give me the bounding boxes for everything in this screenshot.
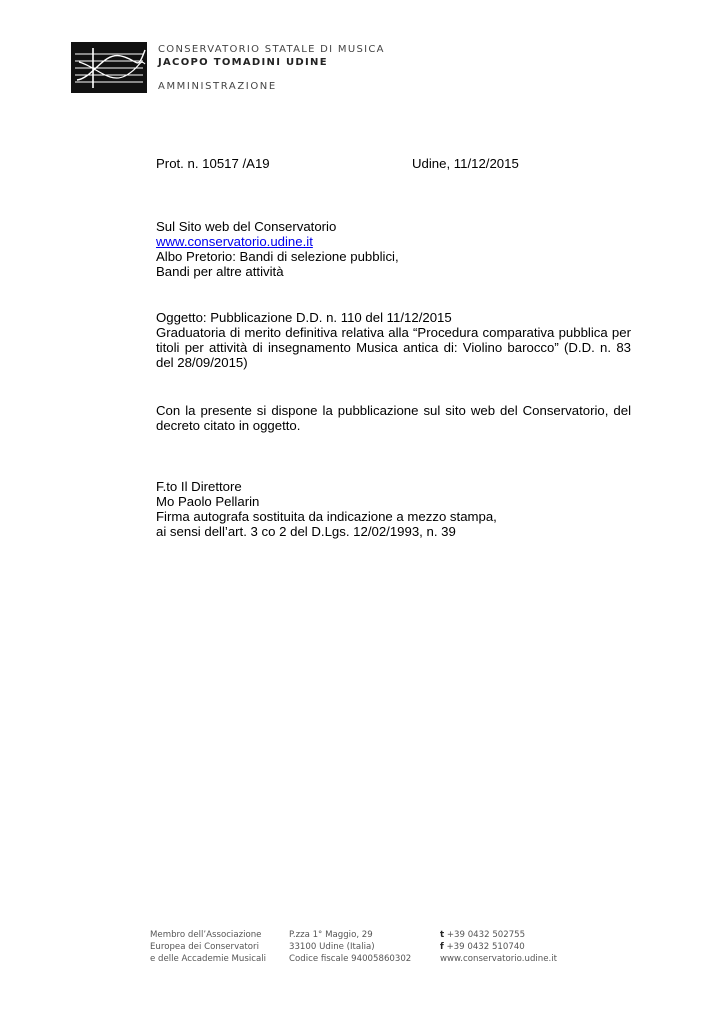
footer-website[interactable]: www.conservatorio.udine.it xyxy=(440,954,558,964)
conservatorio-website-link[interactable]: www.conservatorio.udine.it xyxy=(156,234,313,249)
recipient-line-4: Bandi per altre attività xyxy=(156,264,284,279)
subject-text: Graduatoria di merito definitiva relativa alla “Procedura comparativa pubblica per titoli per attività di insegnamento Musica antica di: Violino barocco” (D.D. n. 83 del 28/09/2015) xyxy=(156,325,631,370)
footer-membership xyxy=(150,929,266,965)
fax-prefix: f xyxy=(440,942,444,952)
institution-subtitle: JACOPO TOMADINI UDINE xyxy=(158,57,328,68)
footer-address-line: P.zza 1° Maggio, 29 xyxy=(289,930,373,940)
phone-number: +39 0432 502755 xyxy=(446,930,526,940)
fax-number: +39 0432 510740 xyxy=(446,942,525,952)
footer-contacts xyxy=(440,929,557,965)
body-paragraph: Con la presente si dispone la pubblicazione sul sito web del Conservatorio, del decreto citato in oggetto. xyxy=(156,403,631,433)
signature-line-2: Mo Paolo Pellarin xyxy=(156,494,260,509)
institution-name: CONSERVATORIO STATALE DI MUSICA xyxy=(158,44,385,55)
footer-membership-line: Europea dei Conservatori xyxy=(150,942,259,952)
recipient-line-3: Albo Pretorio: Bandi di selezione pubblici, xyxy=(156,249,399,264)
footer-address-line: Codice fiscale 94005860302 xyxy=(289,954,412,964)
conservatorio-logo xyxy=(71,42,147,93)
subject-heading: Oggetto: Pubblicazione D.D. n. 110 del 11/12/2015 xyxy=(156,310,452,325)
signature-line-3: Firma autografa sostituita da indicazione a mezzo stampa, xyxy=(156,509,497,524)
signature-line-1: F.to Il Direttore xyxy=(156,479,242,494)
footer-fax xyxy=(440,941,557,953)
phone-prefix: t xyxy=(440,930,445,940)
footer-address-line: 33100 Udine (Italia) xyxy=(289,942,375,952)
footer-membership-line: Membro dell’Associazione xyxy=(150,930,262,940)
department-label: AMMINISTRAZIONE xyxy=(158,81,277,92)
recipient-line-1: Sul Sito web del Conservatorio xyxy=(156,219,337,234)
signature-line-4: ai sensi dell’art. 3 co 2 del D.Lgs. 12/02/1993, n. 39 xyxy=(156,524,456,539)
footer-membership-line: e delle Accademie Musicali xyxy=(150,954,267,964)
footer-phone xyxy=(440,929,557,941)
footer-address xyxy=(289,929,411,965)
place-date: Udine, 11/12/2015 xyxy=(412,156,519,171)
protocol-number: Prot. n. 10517 /A19 xyxy=(156,156,270,171)
